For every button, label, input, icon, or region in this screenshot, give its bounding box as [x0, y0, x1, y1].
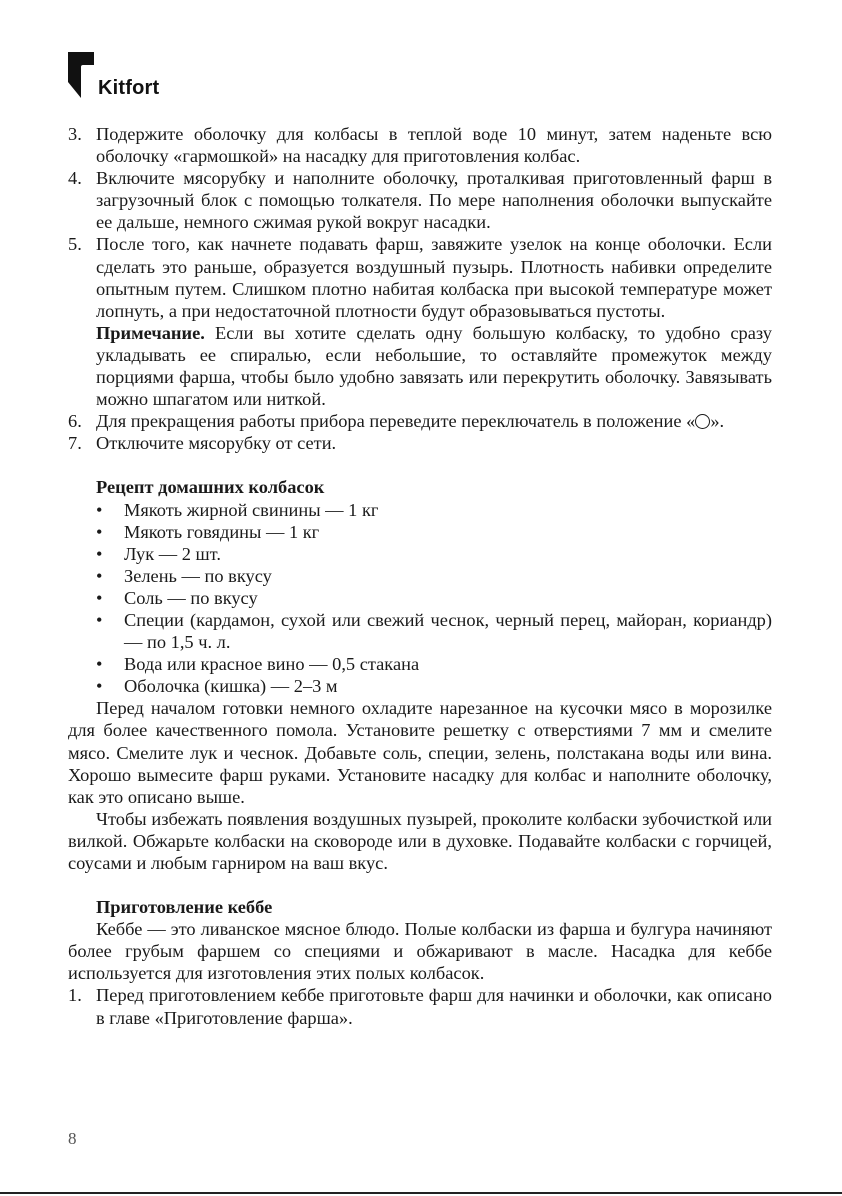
list-text-after: ». [710, 411, 725, 432]
list-item [68, 167, 772, 233]
ingredient-item [96, 587, 772, 609]
ingredient-item [96, 543, 772, 565]
ingredient-text: Оболочка (кишка) — 2–3 м [124, 676, 338, 697]
recipe-paragraph: Чтобы избежать появления воздушных пузырей, проколите колбаски зубочисткой или вилкой. Обжарьте колбаски на сковороде или в духовке. Подавайте колбаски с горчицей, соусами и любым гарниром на ваш вкус. [68, 808, 772, 873]
list-number: 7. [68, 433, 82, 454]
recipe-paragraph: Перед началом готовки немного охладите нарезанное на кусочки мясо в морозилке для более качественного помола. Установите решетку с отверстиями 7 мм и смелите мясо. Смелите лук и чеснок. Добавьте соль, специи, зелень, полстакана воды или вина. Хорошо вымесите фарш руками. Установите насадку для колбас и наполните оболочку, как это описано выше. [68, 698, 772, 807]
ingredient-item [96, 565, 772, 587]
brand-logo [68, 52, 159, 98]
list-number: 3. [68, 124, 82, 144]
list-text: Включите мясорубку и наполните оболочку, проталкивая приготовленный фарш в загрузочный блок с помощью толкателя. По мере наполнения оболочки выпускайте ее дальше, немного сжимая рукой вокруг насадки. [96, 168, 772, 233]
ingredient-text: Зелень — по вкусу [124, 565, 272, 586]
bullet-icon: • [96, 609, 103, 630]
kebbe-paragraph: Кеббе — это ливанское мясное блюдо. Полые колбаски из фарша и булгура начиняют более грубым фаршем со специями и обжаривают в масле. Насадка для кеббе используется для изготовления этих полых колбасок. [68, 919, 772, 984]
ingredient-text: Вода или красное вино — 0,5 стакана [124, 654, 420, 675]
kitfort-logo-icon [68, 52, 94, 98]
list-number: 4. [68, 168, 82, 189]
bullet-icon: • [96, 676, 103, 697]
page-content [68, 123, 772, 1029]
bullet-icon: • [96, 521, 103, 542]
ingredient-text: Соль — по вкусу [124, 587, 258, 608]
bottom-divider [0, 1192, 842, 1194]
list-number: 1. [68, 985, 82, 1006]
off-position-circle-icon [695, 414, 710, 429]
ingredient-text: Мякоть жирной свинины — 1 кг [124, 499, 379, 520]
ingredient-text: Мякоть говядины — 1 кг [124, 521, 320, 542]
ingredient-item [96, 521, 772, 543]
bullet-icon: • [96, 565, 103, 586]
list-item [68, 233, 772, 321]
ingredient-item [96, 609, 772, 653]
list-text: Отключите мясорубку от сети. [96, 433, 337, 454]
brand-name: Kitfort [98, 77, 160, 99]
bullet-icon: • [96, 543, 103, 564]
list-number: 6. [68, 411, 82, 432]
list-text: Перед приготовлением кеббе приготовьте фарш для начинки и оболочки, как описано в главе «Приготовление фарша». [96, 985, 772, 1028]
list-item [68, 432, 772, 454]
ingredient-text: Специи (кардамон, сухой или свежий чеснок, черный перец, майоран, кориандр) — по 1,5 ч. л. [124, 609, 772, 653]
ingredient-item [96, 499, 772, 521]
list-number: 5. [68, 234, 82, 255]
list-text: После того, как начнете подавать фарш, завяжите узелок на конце оболочки. Если сделать это раньше, образуется воздушный пузырь. Плотность набивки определите опытным путем. Слишком плотно набитая колбаска при высокой температуре может лопнуть, а при недостаточной плотности будут образовываться пустоты. [96, 234, 772, 321]
ingredient-text: Лук — 2 шт. [124, 543, 221, 564]
list-item [68, 984, 772, 1028]
list-item [68, 410, 772, 432]
bullet-icon: • [96, 654, 103, 675]
bullet-icon: • [96, 499, 103, 520]
bullet-icon: • [96, 587, 103, 608]
list-text [96, 410, 772, 432]
list-item [68, 123, 772, 167]
section-heading-recipe: Рецепт домашних колбасок [96, 477, 325, 498]
page-number: 8 [68, 1129, 77, 1148]
note-text: Если вы хотите сделать одну большую колбаску, то удобно сразу укладывать ее спиралью, если небольшие, то оставляйте промежуток между порциями фарша, чтобы было удобно завязать или перекрутить оболочку. Завязывать можно шпагатом или ниткой. [96, 322, 772, 410]
ingredient-item [96, 653, 772, 675]
note-paragraph [96, 322, 772, 410]
note-label: Примечание. [96, 322, 205, 343]
section-heading-kebbe: Приготовление кеббе [96, 897, 273, 918]
list-text-before: Для прекращения работы прибора переведите переключатель в положение « [96, 411, 696, 432]
ingredient-item [96, 675, 772, 697]
list-text: Подержите оболочку для колбасы в теплой воде 10 минут, затем наденьте всю оболочку «гармошкой» на насадку для приготовления колбас. [96, 124, 772, 167]
